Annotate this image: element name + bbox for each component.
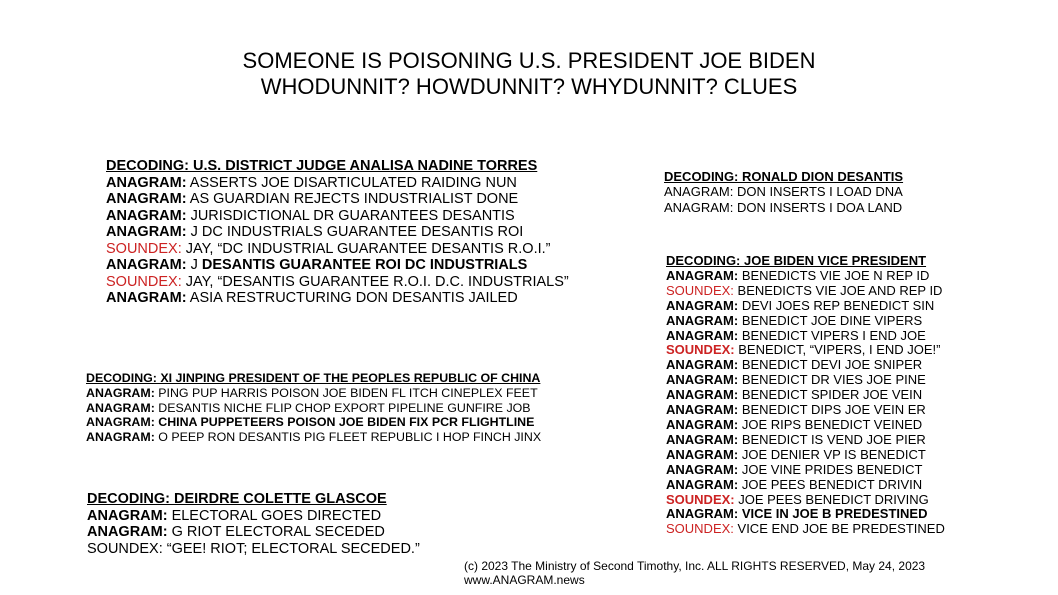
entry-label: ANAGRAM: [106,257,187,273]
list-item [106,175,569,192]
entry-text-bold: VICE IN JOE B PREDESTINED [738,506,928,522]
website-link[interactable]: www.ANAGRAM.news [464,572,585,587]
block-heading: DECODING: JOE BIDEN VICE PRESIDENT [666,253,927,268]
entry-label: ANAGRAM: [106,224,187,240]
entry-label: ANAGRAM: [666,402,739,418]
entry-label: ANAGRAM: [666,506,739,522]
entry-text: JAY, “DESANTIS GUARANTEE R.O.I. D.C. INDUSTRIALS” [181,273,569,290]
entry-text: BENEDICT SPIDER JOE VEIN [738,387,923,403]
list-item [666,343,945,358]
entry-text: O PEEP RON DESANTIS PIG FLEET REPUBLIC I HOP FINCH JINX [154,430,542,445]
entry-label: ANAGRAM: [106,207,187,224]
entry-text-bold: DESANTIS GUARANTEE ROI DC INDUSTRIALS [201,257,528,273]
list-item [106,274,569,291]
list-item [106,208,569,225]
entry-label: ANAGRAM: [666,416,739,432]
list-item [666,373,945,388]
entry-label: ANAGRAM: [666,357,739,373]
list-item [666,299,945,314]
entry-label: ANAGRAM: [664,199,734,215]
entry-label: ANAGRAM: [666,297,739,313]
entry-text: BENEDICT, “VIPERS, I END JOE!” [734,342,941,358]
entry-text: J DC INDUSTRIALS GUARANTEE DESANTIS ROI [186,224,524,240]
list-item [666,522,945,537]
entry-label: ANAGRAM: [86,400,155,415]
list-item [666,478,945,493]
entry-text: BENEDICT IS VEND JOE PIER [738,431,926,447]
list-item [666,448,945,463]
entry-label: SOUNDEX: [87,540,163,557]
entry-label: ANAGRAM: [87,507,168,524]
decoding-block-xi-jinping [86,371,541,445]
list-item [666,463,945,478]
list-item [87,541,420,558]
entry-label: ANAGRAM: [666,387,739,403]
entry-text: JAY, “DC INDUSTRIAL GUARANTEE DESANTIS R.O.I.” [181,240,551,257]
entry-text: BENEDICTS VIE JOE AND REP ID [733,282,943,298]
entry-label: ANAGRAM: [666,327,739,343]
list-item [86,415,541,430]
entry-text: BENEDICTS VIE JOE N REP ID [738,267,930,283]
block-heading: DECODING: DEIRDRE COLETTE GLASCOE [87,491,387,507]
entry-label: ANAGRAM: [666,431,739,447]
list-item [106,191,569,208]
entry-text: J [186,257,202,273]
entry-text: JOE VINE PRIDES BENEDICT [738,461,923,477]
list-item [666,507,945,522]
list-item [87,524,420,541]
title-line-1: SOMEONE IS POISONING U.S. PRESIDENT JOE BIDEN [242,48,816,73]
entry-text: DESANTIS NICHE FLIP CHOP EXPORT PIPELINE GUNFIRE JOB [154,400,531,415]
entry-text: JOE DENIER VP IS BENEDICT [738,446,926,462]
list-item [86,386,541,401]
soundex-label: SOUNDEX: [106,240,182,257]
entry-text: PING PUP HARRIS POISON JOE BIDEN FL ITCH CINEPLEX FEET [154,385,538,400]
list-item [106,224,569,241]
entry-label: ANAGRAM: [666,446,739,462]
entry-text: BENEDICT VIPERS I END JOE [738,327,926,343]
decoding-block-biden [666,254,945,537]
soundex-label: SOUNDEX: [106,273,182,290]
entry-text: ASIA RESTRUCTURING DON DESANTIS JAILED [186,290,518,306]
copyright-notice: (c) 2023 The Ministry of Second Timothy, Inc. ALL RIGHTS RESERVED, May 24, 2023 [464,559,926,573]
entry-text: ELECTORAL GOES DIRECTED [167,507,382,524]
list-item [666,433,945,448]
list-item [666,388,945,403]
block-heading: DECODING: XI JINPING PRESIDENT OF THE PEOPLES REPUBLIC OF CHINA [86,371,541,385]
list-item [666,418,945,433]
list-item [86,401,541,416]
list-item [106,241,569,258]
list-item [666,284,945,299]
decoding-block-glascoe [87,491,420,557]
soundex-label: SOUNDEX: [666,491,735,507]
entry-label: ANAGRAM: [666,461,739,477]
entry-text: VICE END JOE BE PREDESTINED [733,521,945,537]
list-item [86,430,541,445]
footer [464,560,925,587]
block-heading: DECODING: RONALD DION DESANTIS [664,169,904,184]
entry-label: ANAGRAM: [666,312,739,328]
page-title [0,48,1058,100]
entry-text: JOE PEES BENEDICT DRIVIN [738,476,923,492]
entry-text: DEVI JOES REP BENEDICT SIN [738,297,935,313]
list-item [106,257,569,274]
list-item [666,493,945,508]
entry-text: JOE PEES BENEDICT DRIVING [734,491,929,507]
entry-text: “GEE! RIOT; ELECTORAL SECEDED.” [162,540,420,557]
entry-text: BENEDICT DIPS JOE VEIN ER [738,402,926,418]
list-item [106,290,569,307]
entry-label: ANAGRAM: [666,476,739,492]
entry-label: ANAGRAM: [86,430,155,445]
entry-label: ANAGRAM: [106,174,187,191]
entry-text: BENEDICT JOE DINE VIPERS [738,312,923,328]
entry-text: JURISDICTIONAL DR GUARANTEES DESANTIS [186,207,515,224]
soundex-label: SOUNDEX: [666,282,734,298]
entry-label: ANAGRAM: [86,415,155,430]
list-item [666,269,945,284]
list-item [87,508,420,525]
list-item [664,200,903,215]
entry-label: ANAGRAM: [666,267,739,283]
entry-text-bold: CHINA PUPPETEERS POISON JOE BIDEN FIX PCR FLIGHTLINE [154,415,535,430]
list-item [666,358,945,373]
list-item [666,403,945,418]
entry-text: JOE RIPS BENEDICT VEINED [738,416,923,432]
entry-text: BENEDICT DR VIES JOE PINE [738,372,926,388]
entry-text: DON INSERTS I LOAD DNA [733,184,903,200]
entry-text: BENEDICT DEVI JOE SNIPER [738,357,923,373]
entry-label: ANAGRAM: [87,524,168,540]
entry-label: ANAGRAM: [666,372,739,388]
list-item [666,329,945,344]
decoding-block-desantis [664,169,903,215]
entry-label: ANAGRAM: [664,184,734,200]
entry-label: ANAGRAM: [86,385,155,400]
title-line-2: WHODUNNIT? HOWDUNNIT? WHYDUNNIT? CLUES [260,74,798,99]
list-item [664,184,903,199]
soundex-label: SOUNDEX: [666,342,735,358]
soundex-label: SOUNDEX: [666,521,734,537]
entry-text: AS GUARDIAN REJECTS INDUSTRIALIST DONE [186,191,519,207]
entry-text: G RIOT ELECTORAL SECEDED [167,524,385,540]
entry-label: ANAGRAM: [106,191,187,207]
entry-label: ANAGRAM: [106,290,187,306]
list-item [666,314,945,329]
entry-text: DON INSERTS I DOA LAND [733,199,903,215]
block-heading: DECODING: U.S. DISTRICT JUDGE ANALISA NADINE TORRES [106,158,538,174]
decoding-block-torres [106,158,569,307]
entry-text: ASSERTS JOE DISARTICULATED RAIDING NUN [186,174,517,191]
